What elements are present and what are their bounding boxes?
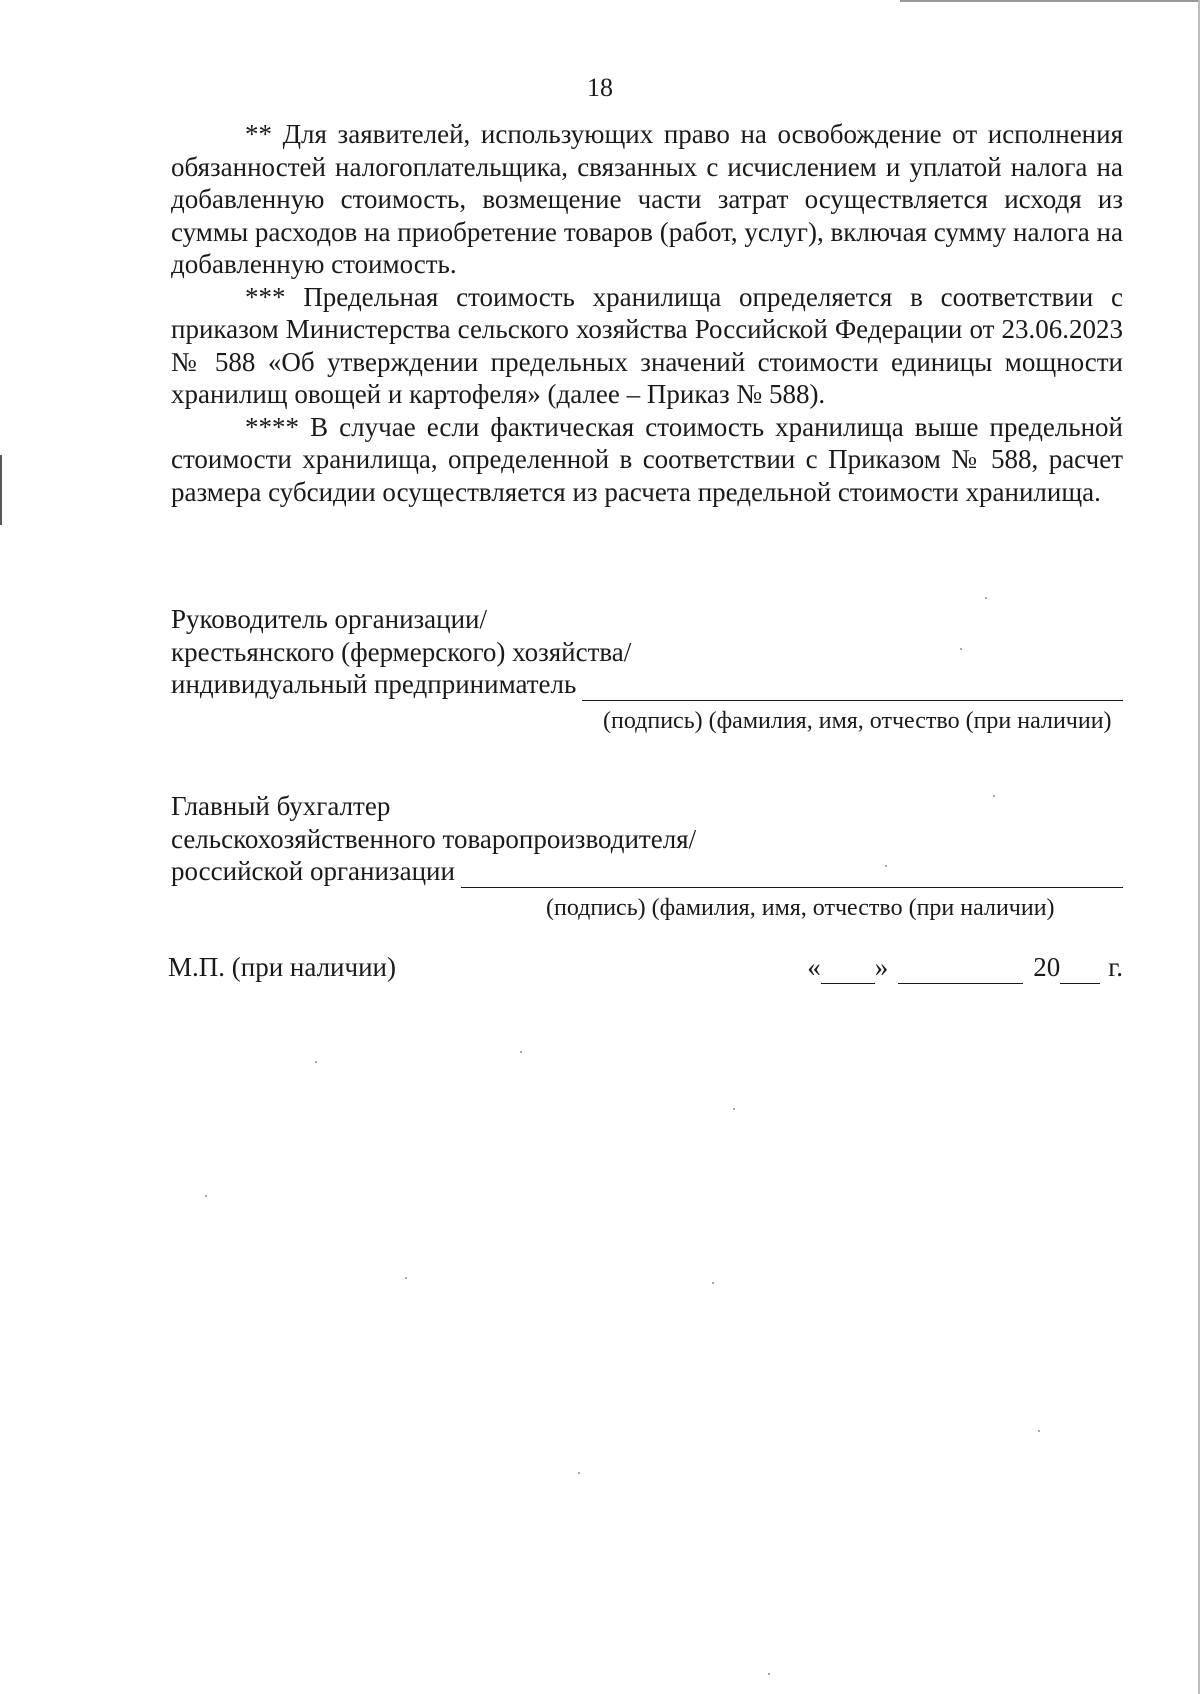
accountant-signature-line3: российской организации (171, 856, 455, 886)
scan-speck (960, 648, 962, 650)
date-year-suffix: г. (1108, 952, 1123, 982)
accountant-signature-caption: (подпись) (фамилия, имя, отчество (при наличии) (546, 894, 1055, 921)
scan-speck (985, 597, 987, 599)
date-day-blank[interactable] (821, 959, 875, 984)
footnote-subsidy-calculation: **** В случае если фактическая стоимость хранилища выше предельной стоимости хранилища, определенной в соответствии с Приказом № 588, расчет размера субсидии осуществляется из расчета предельной стоимости хранилища. (171, 411, 1123, 507)
head-signature-caption: (подпись) (фамилия, имя, отчество (при наличии) (603, 707, 1112, 734)
scan-edge-top (900, 0, 1200, 2)
date-open-quote: « (807, 952, 821, 982)
footnote-storage-limit-cost: *** Предельная стоимость хранилища определяется в соответствии с приказом Министерства сельского хозяйства Российской Федерации от 23.06.2023 № 588 «Об утверждении предельных значений стоимости единицы мощности хранилищ овощей и картофеля» (далее – Приказ № 588). (171, 281, 1123, 409)
date-close-quote: » (874, 952, 889, 982)
head-signature-line2: крестьянского (фермерского) хозяйства/ (171, 636, 632, 667)
scan-speck (768, 1673, 770, 1675)
accountant-signature-line2: сельскохозяйственного товаропроизводителя/ (171, 823, 697, 854)
scan-speck (885, 865, 887, 867)
scan-speck (578, 1472, 580, 1474)
date-month-blank[interactable] (898, 959, 1023, 984)
page-number: 18 (587, 73, 613, 102)
date-field (807, 950, 1123, 984)
accountant-signature-blank[interactable] (461, 863, 1123, 888)
head-signature-line3: индивидуальный предприниматель (171, 669, 577, 699)
scan-speck (712, 1282, 714, 1284)
scan-speck (405, 1277, 407, 1279)
footnote-vat-exemption: ** Для заявителей, использующих право на освобождение от исполнения обязанностей налогоплательщика, связанных с исчислением и уплатой налога на добавленную стоимость, возмещение части затрат осуществляется исходя из суммы расходов на приобретение товаров (работ, услуг), включая сумму налога на добавленную стоимость. (171, 119, 1123, 279)
date-year-blank[interactable] (1060, 959, 1100, 984)
scan-speck (205, 1195, 207, 1197)
head-signature-row (171, 668, 1123, 701)
scan-speck (520, 1051, 522, 1053)
scan-speck (733, 1108, 735, 1110)
scan-speck (1038, 1430, 1040, 1432)
accountant-signature-line1: Главный бухгалтер (171, 791, 391, 821)
head-signature-block (171, 603, 1123, 737)
stamp-note: М.П. (при наличии) (168, 952, 396, 982)
head-signature-line1: Руководитель организации/ (171, 604, 488, 634)
scan-speck (993, 795, 995, 797)
head-signature-blank[interactable] (582, 676, 1123, 701)
date-century: 20 (1033, 952, 1061, 982)
accountant-signature-row (171, 855, 1123, 888)
scan-edge-left (0, 455, 2, 525)
footnotes (171, 118, 1123, 508)
stamp-and-date-row (168, 950, 1123, 984)
accountant-signature-block (171, 790, 1123, 924)
scan-speck (315, 1061, 317, 1063)
